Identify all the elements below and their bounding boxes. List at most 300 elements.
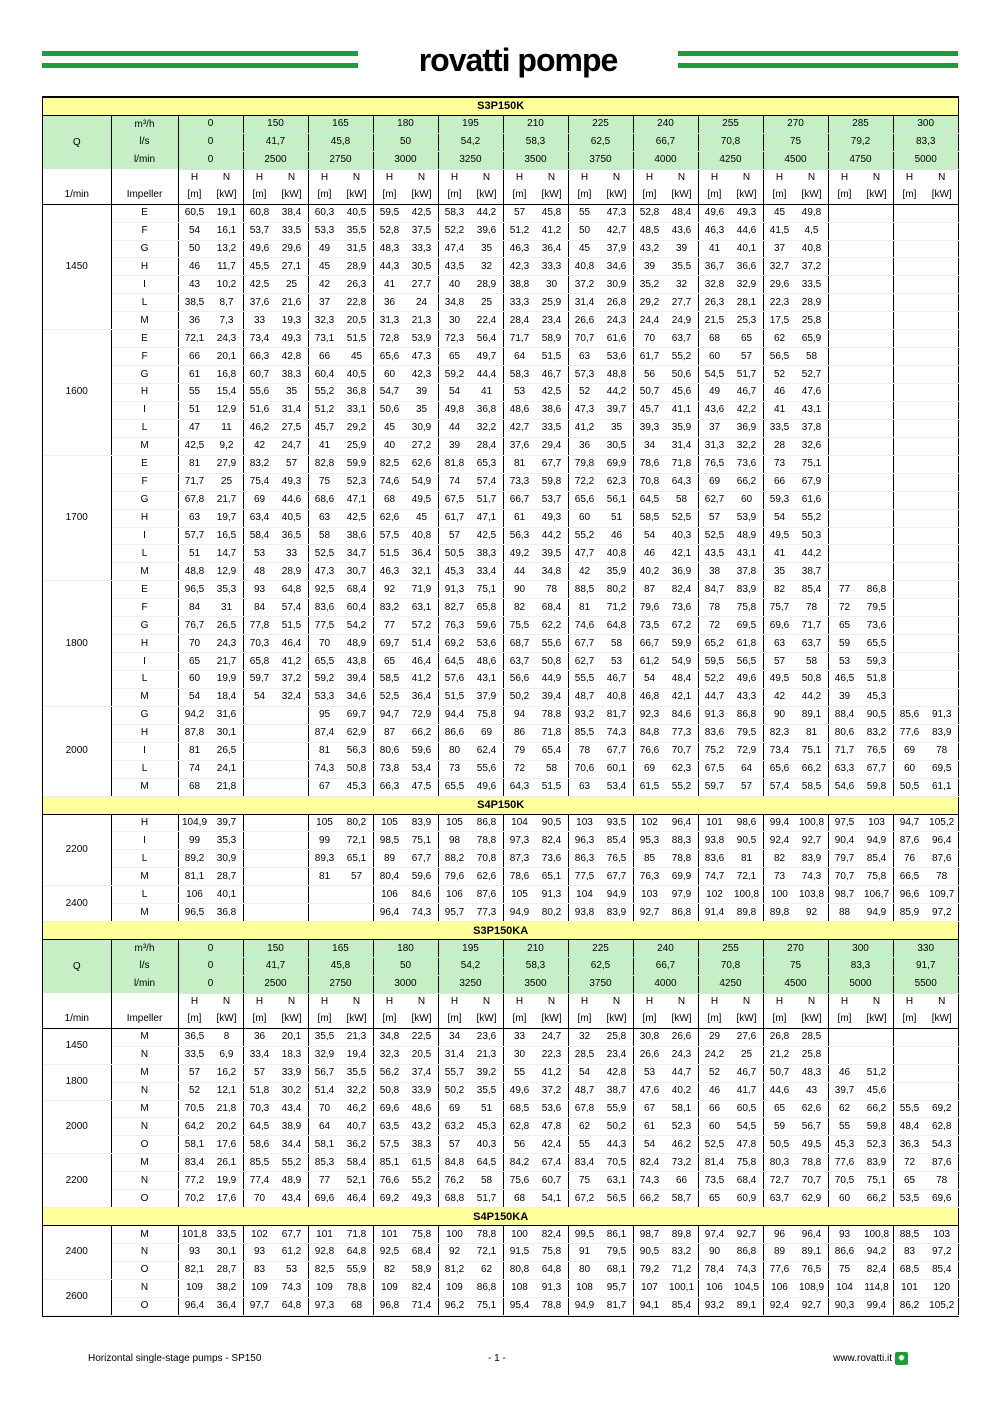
power-value: 32,2 [341,1082,374,1100]
power-value: 81,7 [601,1297,634,1315]
head-unit: [m] [503,1011,536,1028]
head-value: 44 [503,563,536,581]
flow-value: 150 [243,115,308,133]
head-value: 56,6 [503,671,536,689]
impeller-value: M [111,1100,178,1118]
power-value: 59,6 [406,868,439,886]
flow-value: 50 [373,958,438,976]
head-label: H [255,172,264,184]
head-value: 79 [503,742,536,760]
power-value: 32 [666,276,699,294]
power-value: 75,8 [731,599,764,617]
head-label: H [710,172,719,184]
power-value [276,760,309,778]
head-value: 42 [308,276,341,294]
head-value [243,760,276,778]
head-value: 91,5 [503,1244,536,1262]
power-value: 33,3 [406,240,439,258]
power-value: 45,6 [666,384,699,402]
head-value: 88,4 [828,706,861,724]
power-value: 40,1 [211,886,244,904]
power-value: 24,3 [666,1046,699,1064]
head-value: 92,3 [633,706,666,724]
impeller-value: M [111,904,178,922]
table-row [43,330,958,348]
power-value: 55,2 [666,778,699,796]
head-value: 70,5 [828,1172,861,1190]
power-value: 47,1 [471,509,504,527]
power-value: 27,6 [731,1028,764,1046]
power-label: N [341,993,374,1010]
power-value: 67,9 [796,473,829,491]
power-value: 69,7 [341,706,374,724]
flow-value: 45,8 [308,133,373,151]
impeller-value: G [111,706,178,724]
power-value: 13,2 [211,240,244,258]
head-label: H [515,172,524,184]
power-value: 37,9 [601,240,634,258]
power-label: N [861,169,894,186]
power-value: 83,9 [406,814,439,832]
head-value: 50,7 [633,384,666,402]
rpm-value: 2000 [43,1100,111,1154]
impeller-value: M [111,1064,178,1082]
head-value: 76,6 [633,742,666,760]
head-value: 60,5 [178,204,211,222]
head-value: 58,3 [503,366,536,384]
flow-value: 75 [763,133,828,151]
power-value [861,563,894,581]
head-value: 52,5 [308,545,341,563]
power-value: 67,2 [666,617,699,635]
flow-value: 91,7 [893,958,958,976]
head-value: 106 [698,1279,731,1297]
head-unit: [m] [373,187,406,204]
flow-value: 5500 [893,975,958,993]
head-value: 96,4 [178,1297,211,1315]
power-value: 35,5 [666,258,699,276]
head-label: H [840,172,849,184]
power-value: 58 [536,760,569,778]
head-value: 73,4 [763,742,796,760]
power-unit: [kW] [536,187,569,204]
table-row [43,1279,958,1297]
head-value: 77,2 [178,1172,211,1190]
head-value: 58,3 [438,204,471,222]
head-value [828,527,861,545]
power-value: 79,5 [601,1244,634,1262]
head-value: 61 [503,509,536,527]
power-value: 40,3 [471,1136,504,1154]
head-value: 45 [763,204,796,222]
head-value: 45 [373,419,406,437]
head-value: 53,7 [243,222,276,240]
power-value [861,509,894,527]
head-value: 54 [243,688,276,706]
power-value: 37,9 [471,688,504,706]
table-row [43,401,958,419]
power-label: N [471,169,504,186]
power-value: 56,5 [731,653,764,671]
power-value [861,330,894,348]
power-value: 64,8 [601,617,634,635]
head-value: 59 [763,1118,796,1136]
head-value: 92 [438,1244,471,1262]
power-value: 91,3 [926,706,959,724]
flow-value: 2500 [243,975,308,993]
power-value: 67,7 [601,868,634,886]
head-value: 35,2 [633,276,666,294]
head-value: 83,6 [698,850,731,868]
head-value: 94,4 [438,706,471,724]
table-row [43,1064,958,1082]
head-value: 69 [893,742,926,760]
power-value: 43,3 [731,688,764,706]
power-value: 30,9 [601,276,634,294]
flow-value: 4750 [828,151,893,169]
head-value: 60 [178,671,211,689]
unit-label: m³/h [111,115,178,133]
power-value: 59,8 [536,473,569,491]
power-value: 62,2 [536,617,569,635]
power-value: 35,5 [341,222,374,240]
power-value: 78 [796,599,829,617]
rpm-value: 1450 [43,204,111,330]
head-value: 45 [308,258,341,276]
head-value: 79,6 [438,868,471,886]
power-value: 80,2 [601,581,634,599]
head-value: 95 [308,706,341,724]
power-value: 35,5 [341,1064,374,1082]
head-value: 98,7 [828,886,861,904]
power-value: 42,4 [536,1136,569,1154]
impeller-value: M [111,312,178,330]
head-value: 61,7 [633,348,666,366]
head-value: 55,2 [308,384,341,402]
rpm-label: 1/min [43,187,111,204]
head-value: 85,6 [893,706,926,724]
head-value: 58,5 [633,509,666,527]
flow-value: 4500 [763,975,828,993]
power-value: 68,4 [536,599,569,617]
power-value: 58 [796,653,829,671]
power-value: 8 [211,1028,244,1046]
power-value: 56,4 [471,330,504,348]
power-value [926,688,959,706]
power-value: 59,9 [666,635,699,653]
head-value: 31,3 [373,312,406,330]
head-value [893,258,926,276]
head-value: 38 [698,563,731,581]
power-value: 57 [341,868,374,886]
power-value: 65 [731,330,764,348]
head-value: 31,4 [568,294,601,312]
head-value: 45,3 [438,563,471,581]
head-value: 70,8 [633,473,666,491]
section-title: S4P150KA [43,1208,958,1226]
power-value: 67,7 [601,742,634,760]
head-value: 31,4 [438,1046,471,1064]
head-value: 51 [178,401,211,419]
head-value: 69,6 [308,1190,341,1208]
head-value: 72,1 [178,330,211,348]
power-value: 59,6 [406,742,439,760]
flow-value: 5000 [893,151,958,169]
head-value: 72,3 [438,330,471,348]
head-value: 50,2 [503,688,536,706]
head-value: 53,5 [893,1190,926,1208]
head-value: 57 [763,653,796,671]
head-unit: [m] [308,1011,341,1028]
head-value: 24,2 [698,1046,731,1064]
head-value: 66,3 [243,348,276,366]
head-label: H [775,996,784,1008]
head-value: 54 [568,1064,601,1082]
power-value: 51,5 [341,330,374,348]
power-value: 38,7 [796,563,829,581]
head-value: 50,6 [373,401,406,419]
table-row [43,778,958,796]
head-label: H [450,996,459,1008]
head-value: 54 [633,671,666,689]
head-value: 82,1 [178,1261,211,1279]
unit-label: l/min [111,975,178,993]
power-value: 53,6 [471,635,504,653]
power-label: N [731,993,764,1010]
head-label: H [840,996,849,1008]
head-value: 96,5 [178,904,211,922]
head-value: 69 [438,1100,471,1118]
power-value: 86,8 [731,706,764,724]
power-value: 47,8 [731,1136,764,1154]
head-unit: [m] [698,187,731,204]
impeller-value: O [111,1190,178,1208]
power-value: 70,8 [471,850,504,868]
head-value: 67,2 [568,1190,601,1208]
power-value: 71,9 [406,581,439,599]
power-value: 43,8 [341,653,374,671]
power-value: 63,7 [796,635,829,653]
table-row [43,366,958,384]
head-value: 81,8 [438,455,471,473]
head-unit: [m] [633,187,666,204]
power-value: 97,2 [926,904,959,922]
flow-value: 240 [633,115,698,133]
flow-value: 2750 [308,151,373,169]
q-label: Q [43,940,111,994]
head-value: 55,6 [243,384,276,402]
power-value: 58,1 [666,1100,699,1118]
power-value: 55,9 [601,1100,634,1118]
power-value: 87,6 [926,1154,959,1172]
head-value: 43,6 [698,401,731,419]
head-value: 50,2 [438,1082,471,1100]
head-value: 62 [568,1118,601,1136]
impeller-value: H [111,384,178,402]
power-value: 94,9 [861,832,894,850]
power-unit: [kW] [471,187,504,204]
head-value: 93,8 [568,904,601,922]
head-value: 90,4 [828,832,861,850]
power-value: 52,3 [666,1118,699,1136]
power-value: 49,6 [731,671,764,689]
power-value: 25,9 [341,437,374,455]
head-value: 35 [763,563,796,581]
power-value: 47,1 [341,491,374,509]
power-value: 38,4 [276,204,309,222]
footer-page-number: - 1 - [488,1353,506,1364]
head-value: 80,4 [373,868,406,886]
head-value [893,366,926,384]
power-value [861,222,894,240]
impeller-value: O [111,1261,178,1279]
footer-website-link[interactable]: www.rovatti.it [833,1353,892,1364]
head-value: 77,8 [243,617,276,635]
power-value [861,437,894,455]
power-value: 30 [536,276,569,294]
power-value: 30,7 [341,563,374,581]
head-value: 61 [633,1118,666,1136]
power-value: 33,4 [471,563,504,581]
head-value: 105 [308,814,341,832]
head-value: 81,4 [698,1154,731,1172]
power-value: 8,7 [211,294,244,312]
head-value: 89,2 [178,850,211,868]
power-value: 64 [731,760,764,778]
head-value: 77,4 [243,1172,276,1190]
power-value: 62,9 [341,724,374,742]
head-value: 99 [178,832,211,850]
head-value: 39,3 [633,419,666,437]
head-value: 45,3 [828,1136,861,1154]
power-value: 43,1 [731,545,764,563]
head-value: 72,7 [763,1172,796,1190]
head-value: 65,6 [568,491,601,509]
impeller-value: L [111,545,178,563]
power-value: 53,6 [601,348,634,366]
power-value: 43,1 [471,671,504,689]
head-value: 46,5 [828,671,861,689]
head-value: 67,8 [568,1100,601,1118]
head-value: 63 [763,635,796,653]
head-value: 106 [178,886,211,904]
head-value: 64 [308,1118,341,1136]
head-value: 82,7 [438,599,471,617]
head-value: 100 [503,1226,536,1244]
power-value: 83,2 [666,1244,699,1262]
head-value: 75 [828,1261,861,1279]
power-value: 57,4 [471,473,504,491]
head-value: 21,2 [763,1046,796,1064]
power-value: 23,4 [601,1046,634,1064]
power-value: 44,3 [601,1136,634,1154]
head-value: 66 [308,348,341,366]
power-value: 34,7 [341,545,374,563]
power-value [926,473,959,491]
power-value: 38,9 [276,1118,309,1136]
head-value: 71,7 [828,742,861,760]
head-value: 77 [308,1172,341,1190]
power-unit: [kW] [406,187,439,204]
table-row [43,437,958,455]
head-value [893,563,926,581]
unit-label: l/s [111,958,178,976]
power-value: 89,8 [731,904,764,922]
power-value: 67,4 [536,1154,569,1172]
section-title: S3P150K [43,98,958,116]
power-label: N [666,169,699,186]
table-row [43,240,958,258]
head-value: 74,6 [373,473,406,491]
power-value [926,617,959,635]
power-unit: [kW] [471,1011,504,1028]
rpm-value: 2000 [43,706,111,796]
table-row [43,222,958,240]
head-value: 58,1 [178,1136,211,1154]
head-value: 61,7 [438,509,471,527]
head-value: 38,8 [503,276,536,294]
head-value: 47,4 [438,240,471,258]
head-value: 64,2 [178,1118,211,1136]
power-value: 74,3 [796,868,829,886]
power-value: 51,8 [861,671,894,689]
table-row [43,581,958,599]
head-value: 62,7 [568,653,601,671]
power-value: 73,6 [666,599,699,617]
blank-cell [111,993,178,1010]
head-value: 55 [503,1064,536,1082]
head-value: 30 [503,1046,536,1064]
power-value: 32,2 [731,437,764,455]
flow-value: 165 [308,115,373,133]
head-value: 104,9 [178,814,211,832]
power-value: 59,8 [861,1118,894,1136]
head-value [243,742,276,760]
power-value: 83,9 [926,724,959,742]
rpm-value: 1600 [43,330,111,456]
head-value: 80,8 [503,1261,536,1279]
table-row [43,635,958,653]
power-value: 51,5 [276,617,309,635]
head-value: 48,8 [178,563,211,581]
power-value: 72,1 [341,832,374,850]
power-value: 32,4 [276,688,309,706]
power-value: 20,2 [211,1118,244,1136]
head-value: 70,3 [243,1100,276,1118]
power-value [926,581,959,599]
power-value: 38,7 [601,1082,634,1100]
power-value: 42,5 [341,509,374,527]
head-value: 98 [438,832,471,850]
power-value: 72,1 [471,1244,504,1262]
head-value [893,581,926,599]
power-value: 75,1 [471,1297,504,1315]
head-value: 68 [698,330,731,348]
power-value: 62,3 [601,473,634,491]
power-value [926,312,959,330]
power-value: 40,8 [601,545,634,563]
power-value: 75,1 [406,832,439,850]
head-value: 60,8 [243,204,276,222]
head-value: 80,3 [763,1154,796,1172]
head-value: 31,3 [698,437,731,455]
power-value: 39,6 [471,222,504,240]
power-value: 51,7 [731,366,764,384]
head-value: 79,8 [568,455,601,473]
head-value: 68,6 [308,491,341,509]
power-unit: [kW] [926,1011,959,1028]
power-value: 49,8 [796,204,829,222]
